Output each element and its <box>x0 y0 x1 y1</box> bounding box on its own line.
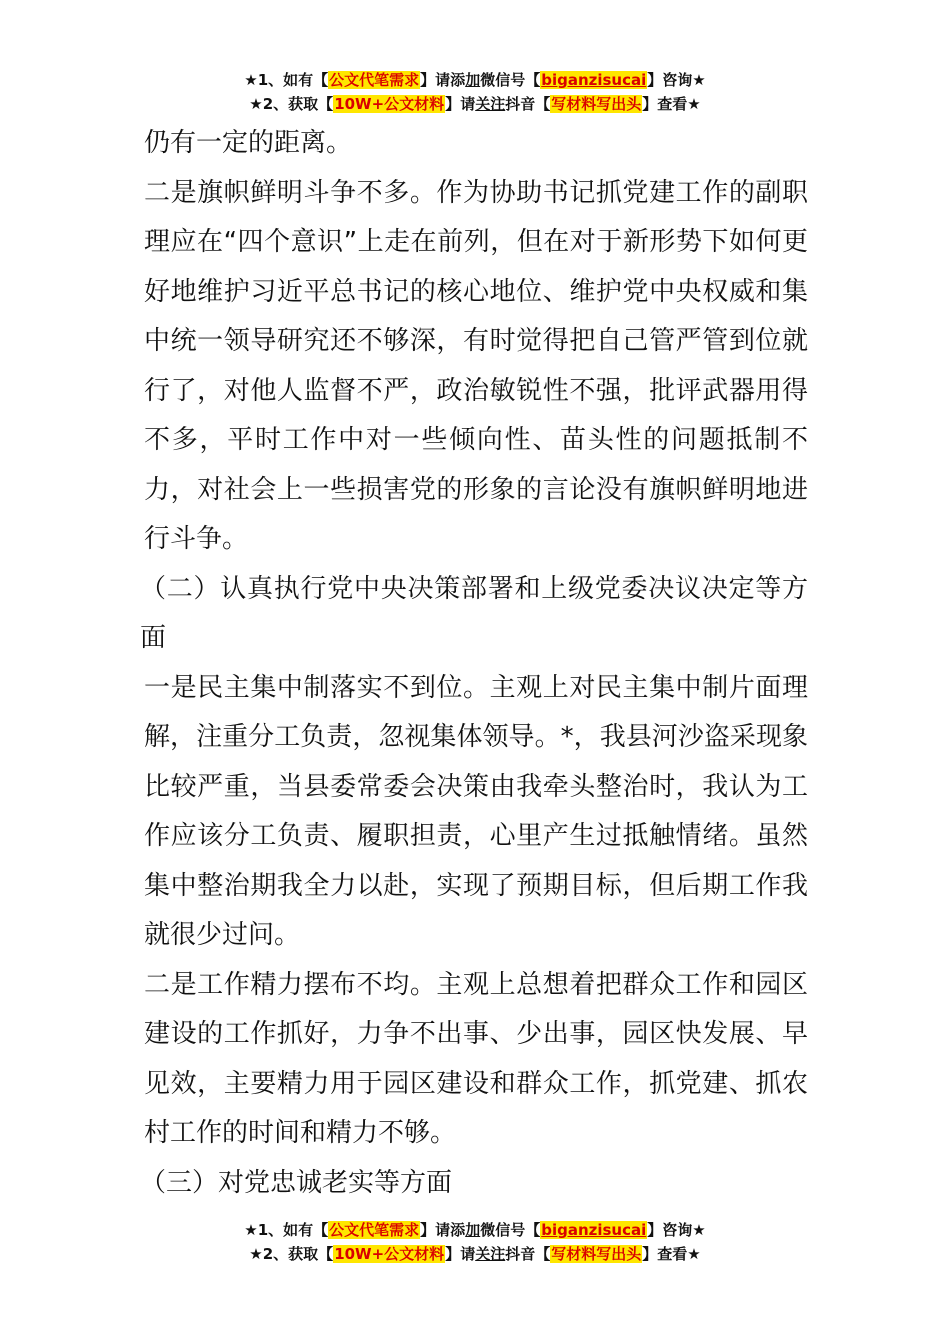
promo-highlight: 公文代笔需求 <box>329 71 420 89</box>
promo-line-1 <box>0 1218 950 1242</box>
paragraph: 二是工作精力摆布不均。主观上总想着把群众工作和园区建设的工作抓好，力争不出事、少出事，园区快发展、早见效，主要精力用于园区建设和群众工作，抓党建、抓农村工作的时间和精力不够。 <box>144 969 808 1148</box>
promo-text: 】请添 <box>420 1221 466 1239</box>
promo-line-2 <box>0 92 950 116</box>
promo-text: ★1、如有【 <box>244 71 329 89</box>
promo-text: 微信号【 <box>480 71 541 89</box>
promo-text: 】咨询★ <box>647 71 706 89</box>
promo-text: 】查看★ <box>642 95 701 113</box>
paragraph: 二是旗帜鲜明斗争不多。作为协助书记抓党建工作的副职理应在“四个意识”上走在前列，但在对于新形势下如何更好地维护习近平总书记的核心地位、维护党中央权威和集中统一领导研究还不够深，有时觉得把自己管严管到位就行了，对他人监督不严，政治敏锐性不强，批评武器用得不多，平时工作中对一些倾向性、苗头性的问题抵制不力，对社会上一些损害党的形象的言论没有旗帜鲜明地进行斗争。 <box>144 177 808 554</box>
section-heading: （三）对党忠诚老实等方面 <box>140 1167 453 1198</box>
promo-text: 】请添 <box>420 71 466 89</box>
promo-line-2 <box>0 1242 950 1266</box>
promo-text: 】查看★ <box>642 1245 701 1263</box>
promo-text: 】请 <box>445 1245 476 1263</box>
section-heading: （二）认真执行党中央决策部署和上级党委决议决定等方面 <box>140 573 808 653</box>
promo-highlight: 10W+公文材料 <box>334 1245 445 1263</box>
paragraph: 一是民主集中制落实不到位。主观上对民主集中制片面理解，注重分工负责，忽视集体领导。*，我县河沙盗采现象比较严重，当县委常委会决策由我牵头整治时，我认为工作应该分工负责、履职担责，心里产生过抵触情绪。虽然集中整治期我全力以赴，实现了预期目标，但后期工作我就很少过问。 <box>144 672 808 950</box>
promo-text: 抖音【 <box>505 1245 551 1263</box>
promo-text: ★2、获取【 <box>249 95 334 113</box>
promo-highlight: 写材料写出头 <box>551 95 642 113</box>
promo-underline: 加 <box>465 71 481 89</box>
promo-wechat-id: biganzisucai <box>541 71 647 89</box>
promo-highlight: 写材料写出头 <box>551 1245 642 1263</box>
promo-text: ★1、如有【 <box>244 1221 329 1239</box>
promo-text: 】请 <box>445 95 476 113</box>
promo-highlight: 公文代笔需求 <box>329 1221 420 1239</box>
promo-wechat-id: biganzisucai <box>541 1221 647 1239</box>
promo-underline: 关注 <box>475 1245 506 1263</box>
promo-highlight: 10W+公文材料 <box>334 95 445 113</box>
paragraph: 仍有一定的距离。 <box>144 128 353 158</box>
promo-text: ★2、获取【 <box>249 1245 334 1263</box>
promo-underline: 加 <box>465 1221 481 1239</box>
promo-underline: 关注 <box>475 95 506 113</box>
header-promo-banner <box>0 68 950 116</box>
document-body <box>140 119 808 1208</box>
promo-text: 抖音【 <box>505 95 551 113</box>
promo-line-1 <box>0 68 950 92</box>
promo-text: 微信号【 <box>480 1221 541 1239</box>
promo-text: 】咨询★ <box>647 1221 706 1239</box>
footer-promo-banner <box>0 1218 950 1266</box>
